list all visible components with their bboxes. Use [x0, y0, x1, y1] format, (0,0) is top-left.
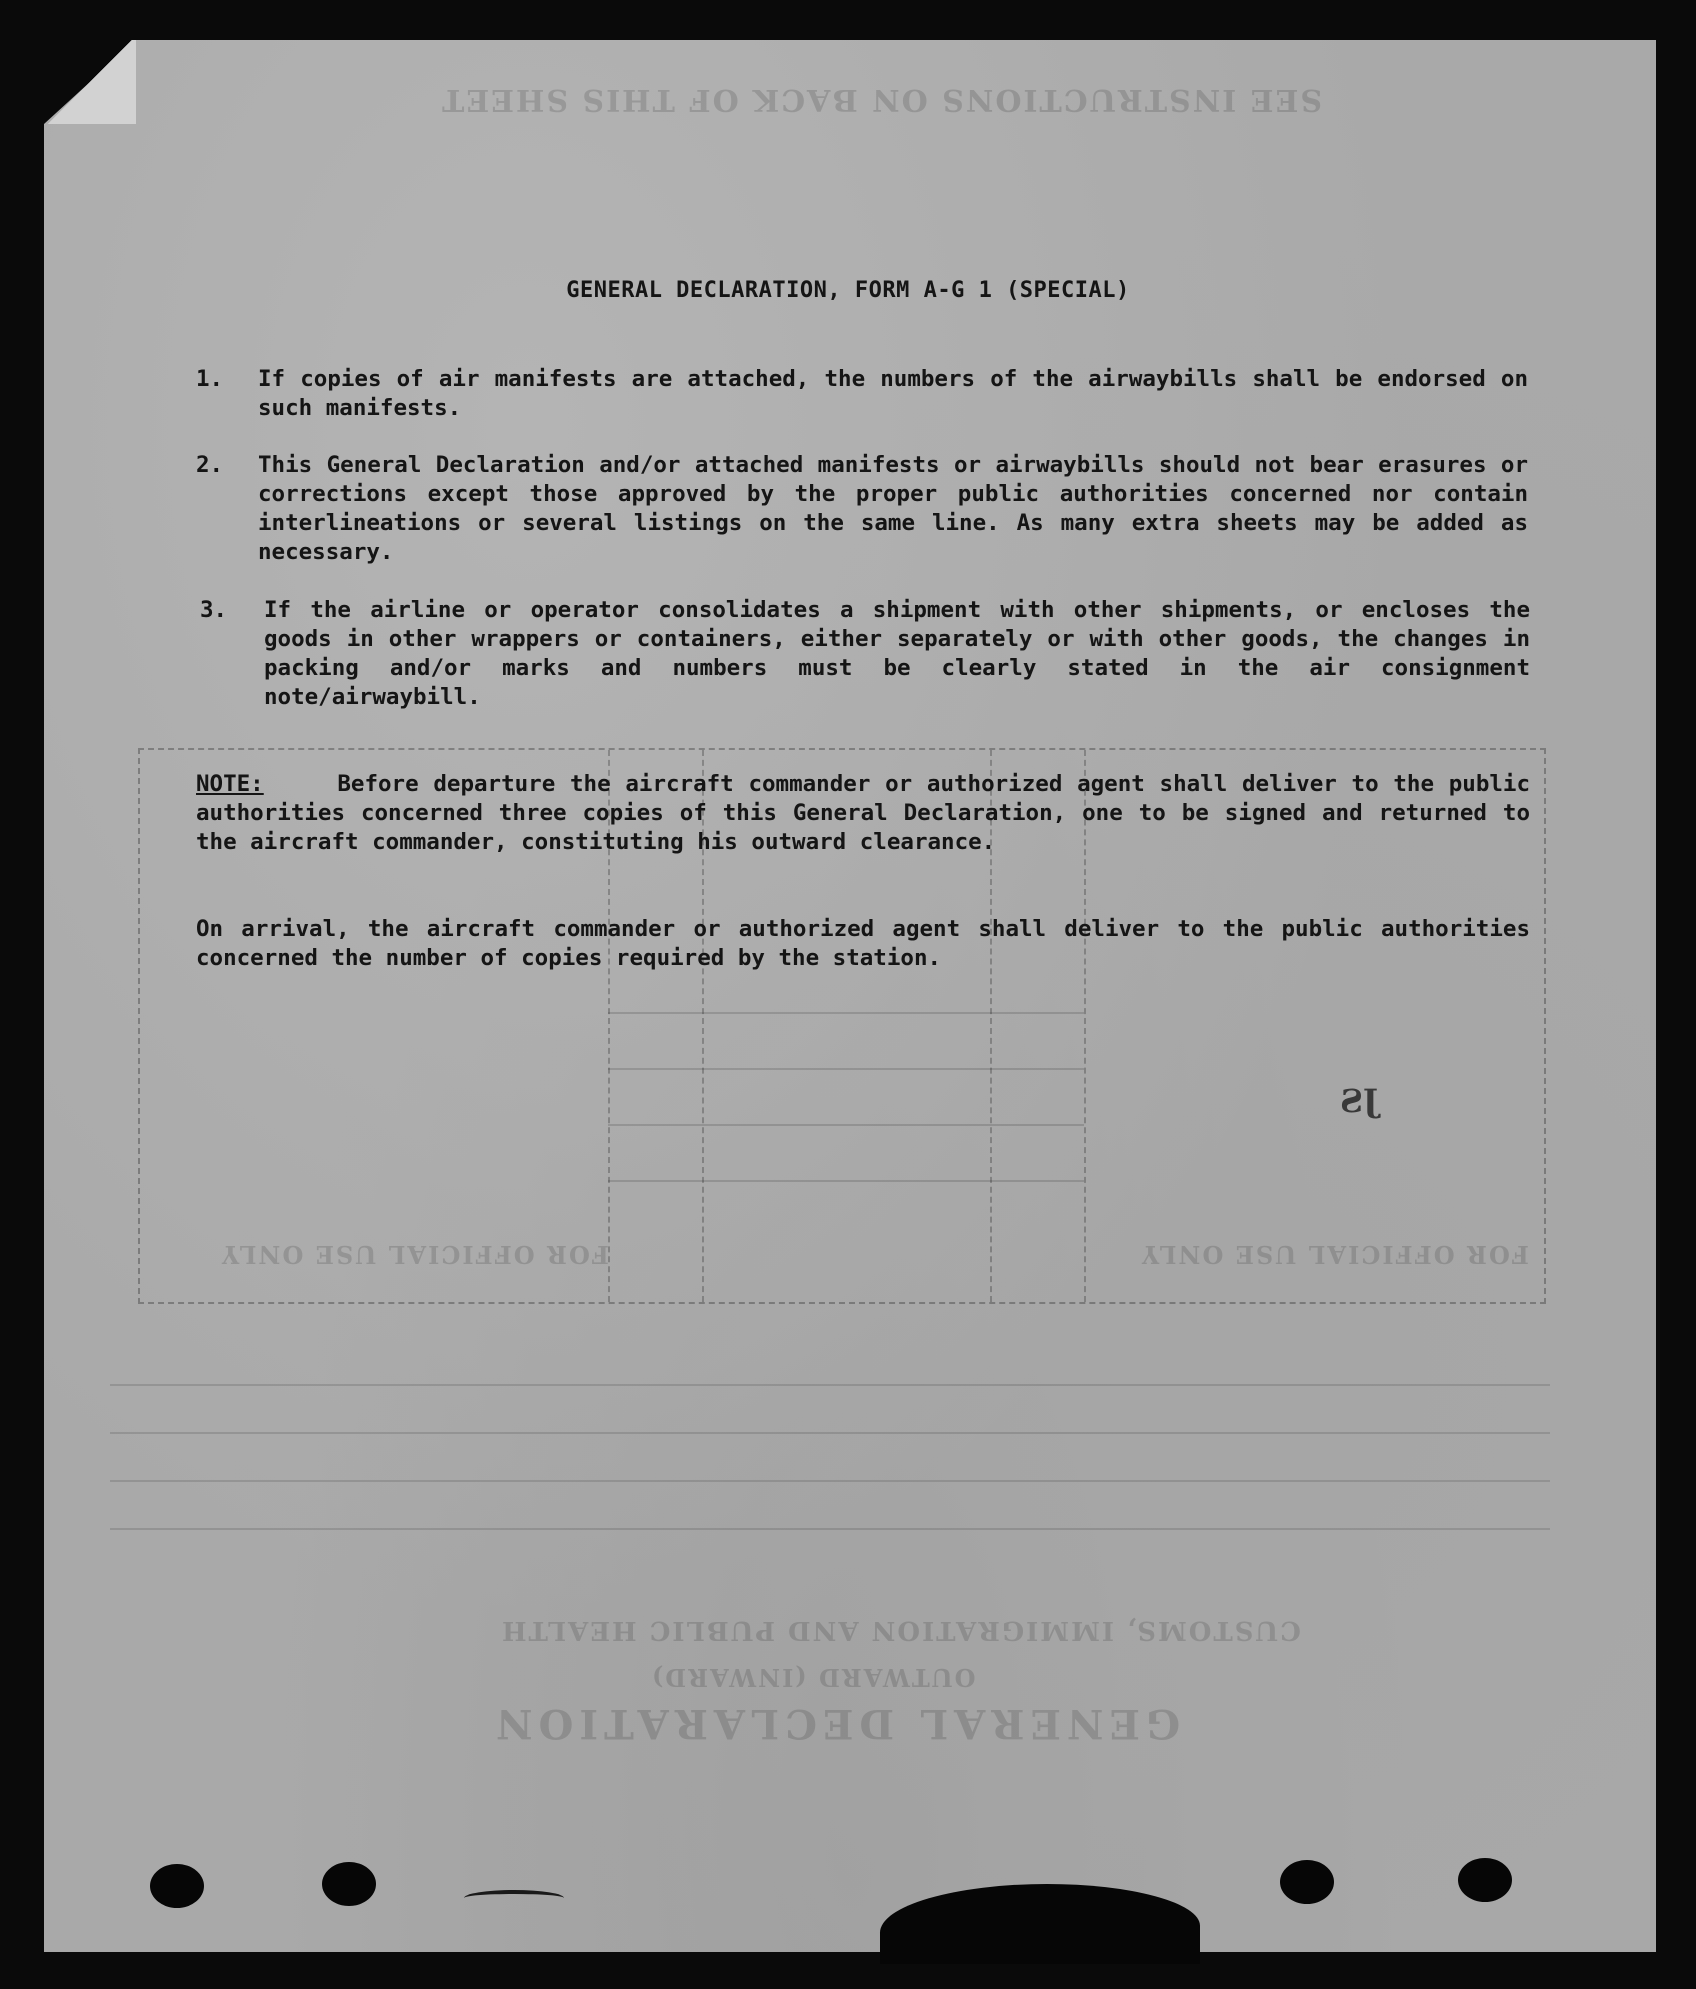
bleed-through-rule [110, 1384, 1550, 1386]
item-number: 2. [196, 452, 224, 478]
ink-scribble [464, 1890, 564, 1906]
item-number: 1. [196, 366, 224, 392]
item-3-text: If the airline or operator consolidates a shipment with other shipments, or encloses the goods in other wrappers or containers, either separately or with other goods, the changes in packing and/or marks and numbers must be clearly stated in the air consignment note/airwaybill. [264, 597, 1530, 710]
item-2-text: This General Declaration and/or attached manifests or airwaybills should not bear erasures or corrections except those approved by the proper public authorities concerned nor contain interlineations or several listings on the same line. As many extra sheets may be added as necessary. [258, 452, 1528, 565]
punch-hole [150, 1864, 204, 1908]
bleed-through-table-row [608, 1068, 1084, 1070]
document-title: GENERAL DECLARATION, FORM A-G 1 (SPECIAL) [566, 278, 1130, 303]
bleed-through-table-row [608, 1124, 1084, 1126]
bleed-through-rule [110, 1480, 1550, 1482]
note-paragraph [196, 770, 1530, 857]
bleed-through-outward: OUTWARD (INWARD) [650, 1663, 976, 1692]
stamp-mark: JS [1340, 1082, 1379, 1120]
bleed-through-rule [110, 1528, 1550, 1530]
arrival-paragraph: On arrival, the aircraft commander or authorized agent shall deliver to the public authorities concerned the number of copies required by the station. [196, 916, 1530, 971]
punch-hole [322, 1862, 376, 1906]
bleed-through-official-right: FOR OFFICIAL USE ONLY [1140, 1240, 1529, 1269]
bleed-through-table-row [608, 1180, 1084, 1182]
bleed-through-customs: CUSTOMS, IMMIGRATION AND PUBLIC HEALTH [500, 1615, 1301, 1645]
bleed-through-official-left: FOR OFFICIAL USE ONLY [220, 1240, 609, 1269]
item-1-text: If copies of air manifests are attached, the numbers of the airwaybills shall be endorsed on such manifests. [258, 366, 1528, 421]
bleed-through-top: SEE INSTRUCTIONS ON BACK OF THIS SHEET [440, 82, 1323, 117]
item-number: 3. [200, 597, 228, 623]
bleed-through-rule [110, 1432, 1550, 1434]
bleed-through-table-row [608, 1012, 1084, 1014]
punch-hole [1280, 1860, 1334, 1904]
note-text: Before departure the aircraft commander or authorized agent shall deliver to the public authorities concerned three copies of this General Declaration, one to be signed and returned to the aircraft commander, constituting his outward clearance. [196, 771, 1531, 855]
folded-corner-flap [44, 40, 136, 124]
bleed-through-heading: GENERAL DECLARATION [490, 1700, 1181, 1747]
note-label: NOTE: [196, 771, 264, 797]
punch-hole [1458, 1858, 1512, 1902]
